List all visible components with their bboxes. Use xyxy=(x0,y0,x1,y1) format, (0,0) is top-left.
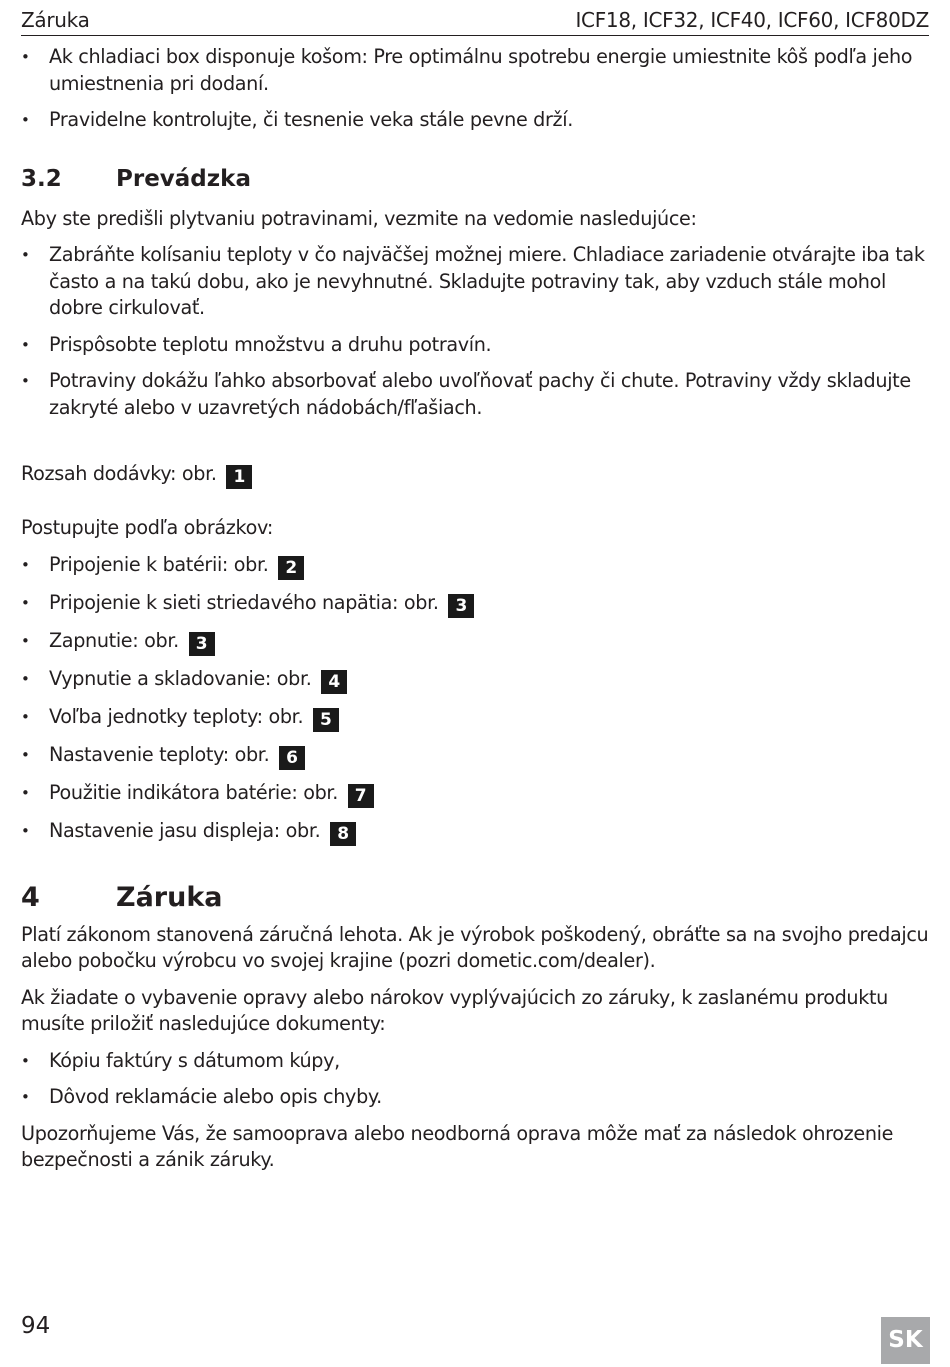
procedure-item xyxy=(21,818,931,846)
chapter-title: Záruka xyxy=(116,881,223,913)
figure-reference-badge: 5 xyxy=(313,708,339,732)
language-tab: SK xyxy=(881,1317,930,1364)
scope-of-delivery xyxy=(21,461,931,489)
procedure-text: Voľba jednotky teploty: obr. xyxy=(49,704,304,728)
paragraph: Upozorňujeme Vás, že samooprava alebo neodborná oprava môže mať za následok ohrozenie bezpečnosti a zánik záruky. xyxy=(21,1121,894,1171)
section-heading xyxy=(21,164,931,194)
header-chapter-title: Záruka xyxy=(21,8,90,32)
list-item: • Potraviny dokážu ľahko absorbovať alebo uvoľňovať pachy či chute. Potraviny vždy skladujte zakryté alebo v uzavretých nádobách/fľašiach. xyxy=(21,368,931,421)
procedure-text: Zapnutie: obr. xyxy=(49,628,179,652)
scope-text: Rozsah dodávky: obr. xyxy=(21,462,217,485)
page-content xyxy=(21,44,931,1184)
procedure-item xyxy=(21,742,931,770)
figure-reference-badge: 8 xyxy=(330,822,356,846)
procedure-text: Nastavenie jasu displeja: obr. xyxy=(49,818,321,842)
paragraph: Postupujte podľa obrázkov: xyxy=(21,516,274,539)
figure-reference-badge: 3 xyxy=(448,594,474,618)
figure-reference-badge: 6 xyxy=(279,746,305,770)
procedure-item xyxy=(21,590,931,618)
figure-reference-badge: 1 xyxy=(226,465,252,489)
procedure-text: Nastavenie teploty: obr. xyxy=(49,742,270,766)
paragraph: Platí zákonom stanovená záručná lehota. Ak je výrobok poškodený, obráťte sa na svojho predajcu alebo pobočku výrobcu vo svojej krajine (pozri dometic.com/dealer). xyxy=(21,922,929,972)
chapter-number: 4 xyxy=(21,881,40,913)
procedure-item xyxy=(21,780,931,808)
procedure-text: Pripojenie k sieti striedavého napätia: obr. xyxy=(49,590,439,614)
procedure-item xyxy=(21,628,931,656)
procedure-item xyxy=(21,704,931,732)
figure-reference-badge: 7 xyxy=(348,784,374,808)
figure-reference-badge: 3 xyxy=(189,632,215,656)
list-item: • Zabráňte kolísaniu teploty v čo najväčšej možnej miere. Chladiace zariadenie otvárajte iba tak často a na takú dobu, ako je nevyhnutné. Skladujte potraviny tak, aby vzduch stále mohol dobre cirkulovať. xyxy=(21,242,931,322)
page-header xyxy=(21,8,929,36)
procedure-text: Vypnutie a skladovanie: obr. xyxy=(49,666,312,690)
figure-reference-badge: 4 xyxy=(321,670,347,694)
procedure-item xyxy=(21,666,931,694)
figure-reference-badge: 2 xyxy=(278,556,304,580)
list-item: • Ak chladiaci box disponuje košom: Pre optimálnu spotrebu energie umiestnite kôš podľa jeho umiestnenia pri dodaní. xyxy=(21,44,931,97)
header-model-list: ICF18, ICF32, ICF40, ICF60, ICF80DZ xyxy=(575,8,929,32)
chapter-heading xyxy=(21,882,931,914)
list-item: • Dôvod reklamácie alebo opis chyby. xyxy=(21,1084,931,1111)
section-title: Prevádzka xyxy=(116,165,251,192)
paragraph: Aby ste predišli plytvaniu potravinami, vezmite na vedomie nasledujúce: xyxy=(21,206,697,230)
procedure-text: Pripojenie k batérii: obr. xyxy=(49,552,269,576)
list-item: • Pravidelne kontrolujte, či tesnenie veka stále pevne drží. xyxy=(21,107,931,134)
page-number: 94 xyxy=(21,1313,51,1339)
procedure-item xyxy=(21,552,931,580)
paragraph: Ak žiadate o vybavenie opravy alebo nárokov vyplývajúcich zo záruky, k zaslanému produktu musíte priložiť nasledujúce dokumenty: xyxy=(21,985,888,1035)
list-item: • Kópiu faktúry s dátumom kúpy, xyxy=(21,1048,931,1075)
list-item: • Prispôsobte teplotu množstvu a druhu potravín. xyxy=(21,332,931,359)
section-number: 3.2 xyxy=(21,165,62,192)
procedure-text: Použitie indikátora batérie: obr. xyxy=(49,780,338,804)
